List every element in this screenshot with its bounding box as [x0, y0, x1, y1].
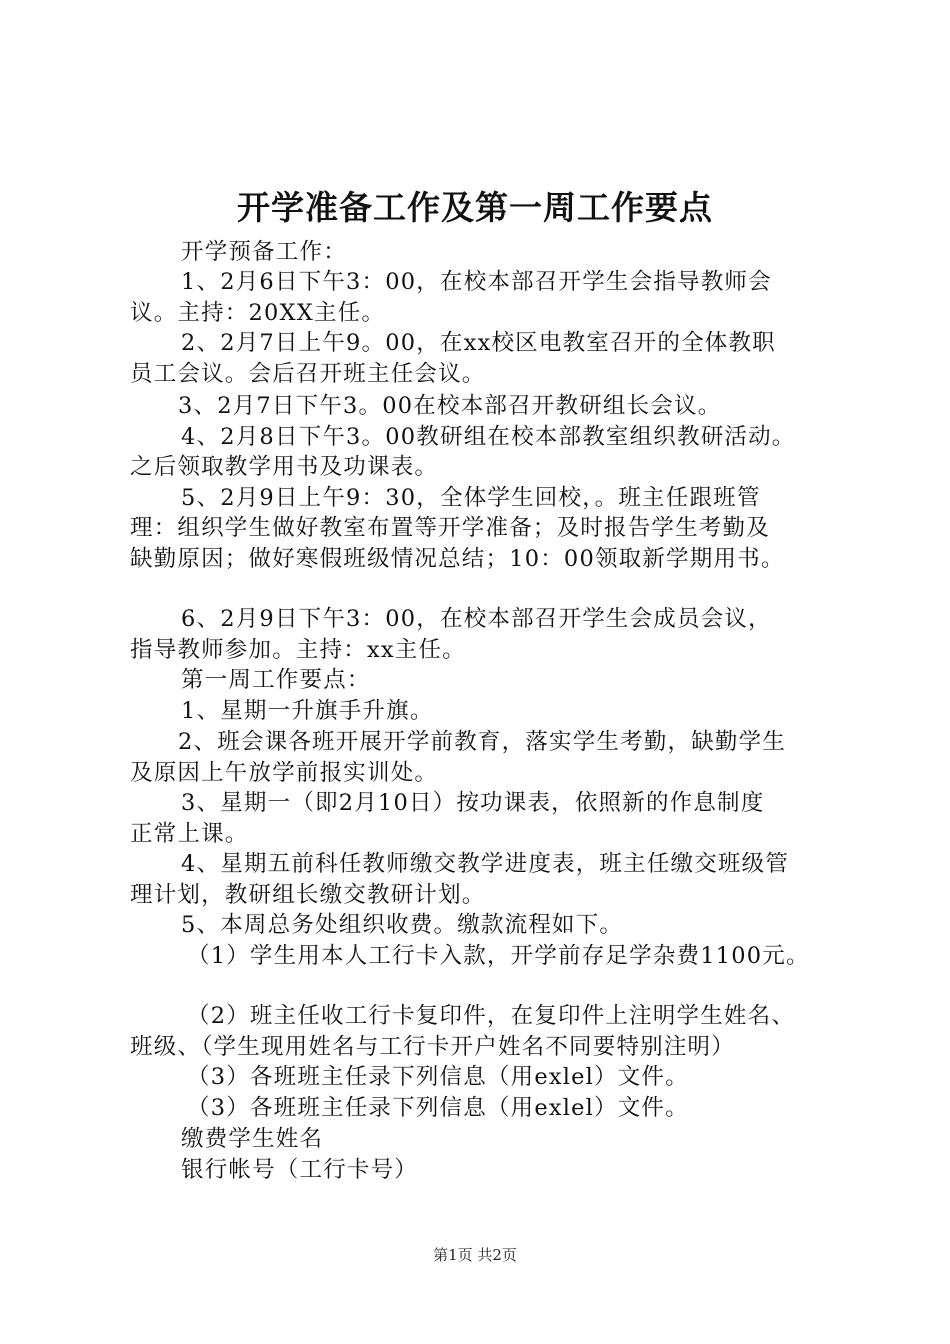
- paragraph-line: 员工会议。会后召开班主任会议。: [130, 361, 486, 387]
- page-footer: 第1页 共2页: [433, 1246, 517, 1264]
- paragraph-line: 缺勤原因；做好寒假班级情况总结；10：00领取新学期用书。: [130, 546, 785, 572]
- paragraph-line: 之后领取教学用书及功课表。: [130, 454, 439, 480]
- paragraph-line: 4、星期五前科任教师缴交教学进度表，班主任缴交班级管: [181, 851, 790, 877]
- paragraph-line: 第一周工作要点：: [181, 667, 371, 693]
- paragraph-line: 4、2月8日下午3。00教研组在校本部教室组织教研活动。: [181, 424, 796, 450]
- paragraph-line: （3）各班班主任录下列信息（用exlel）文件。: [187, 1064, 689, 1090]
- document-title: 开学准备工作及第一周工作要点: [237, 188, 713, 227]
- paragraph-line: 1、2月6日下午3：00，在校本部召开学生会指导教师会: [181, 269, 772, 295]
- paragraph-line: 议。主持：20XX主任。: [130, 300, 386, 326]
- paragraph-line: 缴费学生姓名: [181, 1126, 324, 1152]
- paragraph-line: （1）学生用本人工行卡入款，开学前存足学杂费1100元。: [187, 943, 810, 969]
- paragraph-line: 银行帐号（工行卡号）: [181, 1157, 419, 1183]
- paragraph-line: 开学预备工作：: [181, 239, 347, 265]
- paragraph-line: （3）各班班主任录下列信息（用exlel）文件。: [187, 1095, 689, 1121]
- paragraph-line: 3、2月7日下午3。00在校本部召开教研组长会议。: [178, 393, 722, 419]
- paragraph-line: 2、班会课各班开展开学前教育，落实学生考勤，缺勤学生: [178, 729, 787, 755]
- paragraph-line: 6、2月9日下午3：00，在校本部召开学生会成员会议，: [181, 606, 772, 632]
- paragraph-line: 正常上课。: [130, 821, 249, 847]
- paragraph-line: 理计划，教研组长缴交教研计划。: [130, 882, 486, 908]
- paragraph-line: （2）班主任收工行卡复印件，在复印件上注明学生姓名、: [187, 1003, 796, 1029]
- paragraph-line: 3、星期一（即2月10日）按功课表，依照新的作息制度: [181, 790, 765, 816]
- paragraph-line: 5、本周总务处组织收费。缴款流程如下。: [181, 912, 624, 938]
- paragraph-line: 1、星期一升旗手升旗。: [181, 698, 434, 724]
- paragraph-line: 及原因上午放学前报实训处。: [130, 760, 439, 786]
- paragraph-line: 班级、（学生现用姓名与工行卡开户姓名不同要特别注明）: [130, 1034, 735, 1060]
- paragraph-line: 5、2月9日上午9：30，全体学生回校，。班主任跟班管: [181, 485, 761, 511]
- paragraph-line: 理：组织学生做好教室布置等开学准备；及时报告学生考勤及: [130, 515, 770, 541]
- paragraph-line: 指导教师参加。主持：xx主任。: [130, 637, 466, 663]
- paragraph-line: 2、2月7日上午9。00，在xx校区电教室召开的全体教职: [181, 330, 776, 356]
